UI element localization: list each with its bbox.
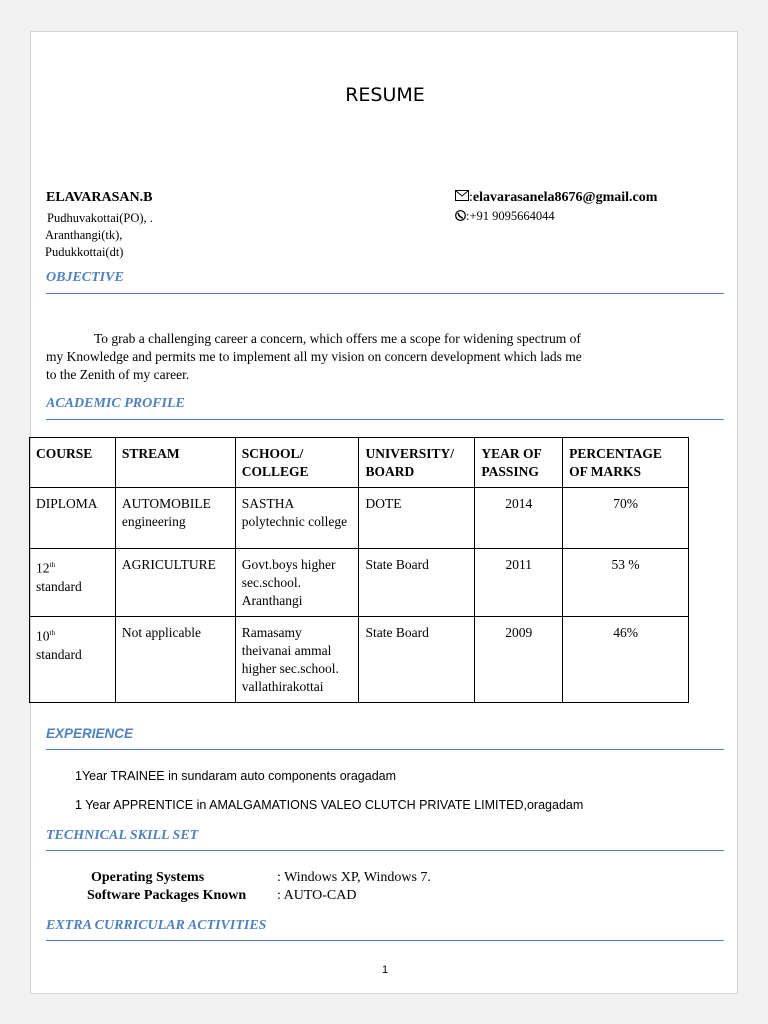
page-title: RESUME: [345, 84, 425, 106]
board-cell: State Board: [359, 617, 475, 703]
year-cell: 2009: [475, 617, 563, 703]
course-cell: 10th standard: [30, 617, 116, 703]
board-cell: State Board: [359, 549, 475, 617]
school-cell: Govt.boys higher sec.school. Aranthangi: [235, 549, 359, 617]
year-cell: 2014: [475, 488, 563, 549]
section-divider: [46, 419, 724, 420]
experience-item: 1 Year APPRENTICE in AMALGAMATIONS VALEO CLUTCH PRIVATE LIMITED,oragadam: [75, 798, 584, 812]
phone-number: :+91 9095664044: [466, 209, 555, 223]
experience-item: 1Year TRAINEE in sundaram auto components oragadam: [75, 769, 397, 783]
objective-line: to the Zenith of my career.: [46, 367, 190, 382]
table-header-row: [30, 438, 689, 488]
resume-page: [30, 31, 738, 994]
course-cell: DIPLOMA: [30, 488, 116, 549]
skill-row: [87, 870, 431, 886]
percent-cell: 46%: [563, 617, 689, 703]
column-header: SCHOOL/ COLLEGE: [235, 438, 359, 488]
section-divider: [46, 749, 724, 750]
column-header: STREAM: [115, 438, 235, 488]
objective-text: [46, 330, 666, 384]
objective-line: To grab a challenging career a concern, which offers me a scope for widening spectrum of: [94, 331, 581, 346]
objective-line: my Knowledge and permits me to implement all my vision on concern development which lads me: [46, 349, 582, 364]
email-line: [455, 190, 657, 206]
academic-table: [29, 437, 689, 703]
experience-heading: EXPERIENCE: [46, 726, 134, 741]
stream-cell: Not applicable: [115, 617, 235, 703]
course-cell: 12th standard: [30, 549, 116, 617]
table-row: [30, 617, 689, 703]
column-header: PERCENTAGE OF MARKS: [563, 438, 689, 488]
objective-heading: OBJECTIVE: [46, 270, 124, 285]
skill-row: [87, 888, 356, 904]
address-line: Pudukkottai(dt): [45, 245, 124, 259]
envelope-icon: [455, 190, 469, 206]
skill-value: : AUTO-CAD: [277, 888, 357, 903]
school-cell: SASTHA polytechnic college: [235, 488, 359, 549]
email-prefix: :: [469, 190, 473, 206]
academic-heading: ACADEMIC PROFILE: [46, 396, 185, 411]
section-divider: [46, 850, 724, 851]
phone-icon: [455, 210, 466, 225]
address-line: Pudhuvakottai(PO), .: [47, 211, 153, 225]
candidate-name: ELAVARASAN.B: [46, 190, 153, 205]
column-header: COURSE: [30, 438, 116, 488]
column-header: YEAR OF PASSING: [475, 438, 563, 488]
percent-cell: 53 %: [563, 549, 689, 617]
skills-heading: TECHNICAL SKILL SET: [46, 828, 199, 843]
percent-cell: 70%: [563, 488, 689, 549]
table-row: [30, 488, 689, 549]
stream-cell: AGRICULTURE: [115, 549, 235, 617]
table-row: [30, 549, 689, 617]
page-number: 1: [381, 964, 389, 976]
school-cell: Ramasamy theivanai ammal higher sec.school. vallathirakottai: [235, 617, 359, 703]
stream-cell: AUTOMOBILE engineering: [115, 488, 235, 549]
email-address[interactable]: elavarasanela8676@gmail.com: [472, 190, 658, 206]
section-divider: [46, 940, 724, 941]
year-cell: 2011: [475, 549, 563, 617]
section-divider: [46, 293, 724, 294]
skill-label: Software Packages Known: [87, 888, 247, 903]
extra-curricular-heading: EXTRA CURRICULAR ACTIVITIES: [46, 918, 267, 933]
address-block: [45, 210, 153, 261]
board-cell: DOTE: [359, 488, 475, 549]
phone-line: [455, 209, 555, 225]
skill-label: Operating Systems: [91, 870, 205, 885]
skill-value: : Windows XP, Windows 7.: [277, 870, 431, 885]
address-line: Aranthangi(tk),: [45, 228, 123, 242]
column-header: UNIVERSITY/ BOARD: [359, 438, 475, 488]
